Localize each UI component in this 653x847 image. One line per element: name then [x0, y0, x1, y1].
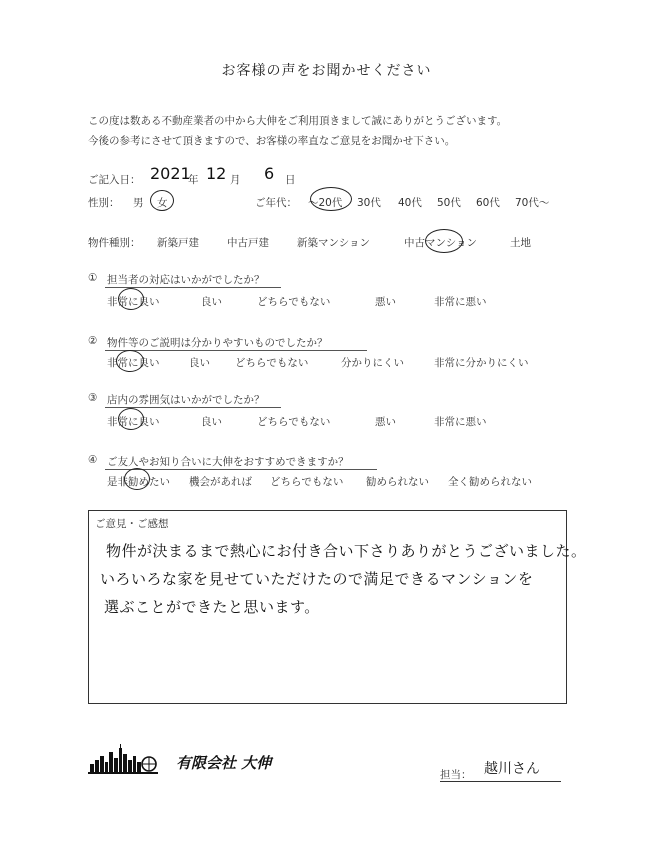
age-option-6[interactable]: 70代〜: [515, 197, 550, 209]
question-1-option-1[interactable]: 非常に良い: [107, 296, 160, 308]
question-4-selection-circle: [124, 468, 150, 490]
property-selection-circle: [425, 229, 463, 253]
comment-line-2: いろいろな家を見せていただけたので満足できるマンションを: [100, 570, 534, 588]
date-year-value: 2021: [150, 164, 191, 183]
age-option-5[interactable]: 60代: [476, 197, 500, 209]
question-2-option-1[interactable]: 非常に良い: [107, 357, 160, 369]
question-2-option-4[interactable]: 分かりにくい: [341, 357, 404, 369]
age-option-3[interactable]: 40代: [398, 197, 422, 209]
question-4-text: ご友人やお知り合いに大伸をおすすめできますか？: [107, 456, 349, 468]
question-3-number: ③: [88, 392, 98, 404]
question-4-underline: [105, 469, 377, 470]
question-2-number: ②: [88, 335, 98, 347]
comments-label: ご意見・ご感想: [95, 518, 169, 530]
question-2-selection-circle: [116, 350, 144, 372]
question-1-number: ①: [88, 272, 98, 284]
comment-line-1: 物件が決まるまで熱心にお付き合い下さりありがとうございました。: [106, 542, 587, 560]
question-4-option-2[interactable]: 機会があれば: [189, 476, 252, 488]
question-3-selection-circle: [118, 408, 144, 430]
question-3-option-5[interactable]: 非常に悪い: [434, 416, 487, 428]
date-month-unit: 月: [230, 174, 241, 186]
question-3-option-3[interactable]: どちらでもない: [257, 416, 331, 428]
property-option-3[interactable]: 新築マンション: [297, 237, 371, 249]
property-label: 物件種別：: [88, 237, 141, 249]
date-day-value: 6: [264, 164, 275, 183]
age-option-2[interactable]: 30代: [357, 197, 381, 209]
age-label: ご年代：: [255, 197, 297, 209]
staff-label: 担当：: [440, 769, 472, 781]
date-month-value: 12: [206, 164, 227, 183]
question-4-option-3[interactable]: どちらでもない: [270, 476, 344, 488]
comment-line-3: 選ぶことができたと思います。: [104, 598, 320, 616]
question-2-option-5[interactable]: 非常に分かりにくい: [434, 357, 529, 369]
staff-name: 越川さん: [484, 761, 540, 777]
question-3-option-1[interactable]: 非常に良い: [107, 416, 160, 428]
question-1-option-2[interactable]: 良い: [201, 296, 222, 308]
gender-selection-circle: [150, 190, 174, 211]
property-option-5[interactable]: 土地: [510, 237, 531, 249]
property-option-4[interactable]: 中古マンション: [404, 237, 478, 249]
gender-option-male[interactable]: 男: [133, 197, 144, 209]
page-title: お客様の声をお聞かせください: [221, 63, 432, 79]
date-day-unit: 日: [285, 174, 296, 186]
intro-line-2: 今後の参考にさせて頂きますので、お客様の率直なご意見をお聞かせ下さい。: [88, 135, 456, 147]
question-3-option-2[interactable]: 良い: [201, 416, 222, 428]
question-1-option-4[interactable]: 悪い: [375, 296, 396, 308]
question-1-option-5[interactable]: 非常に悪い: [434, 296, 487, 308]
company-name: 有限会社 大伸: [176, 754, 272, 772]
question-1-option-3[interactable]: どちらでもない: [257, 296, 331, 308]
staff-underline: [440, 781, 561, 782]
question-2-option-3[interactable]: どちらでもない: [235, 357, 309, 369]
date-label: ご記入日：: [88, 174, 141, 186]
age-option-1[interactable]: 〜20代: [308, 197, 343, 209]
question-3-text: 店内の雰囲気はいかがでしたか？: [107, 394, 265, 406]
question-2-text: 物件等のご説明は分かりやすいものでしたか？: [107, 337, 328, 349]
property-option-1[interactable]: 新築戸建: [157, 237, 199, 249]
question-4-option-5[interactable]: 全く勧められない: [448, 476, 532, 488]
intro-line-1: この度は数ある不動産業者の中から大伸をご利用頂きまして誠にありがとうございます。: [88, 115, 508, 127]
property-option-2[interactable]: 中古戸建: [227, 237, 269, 249]
question-2-underline: [105, 350, 367, 351]
question-4-option-1[interactable]: 是非勧めたい: [107, 476, 170, 488]
question-4-option-4[interactable]: 勧められない: [366, 476, 429, 488]
question-2-option-2[interactable]: 良い: [189, 357, 210, 369]
question-1-text: 担当者の対応はいかがでしたか？: [107, 274, 265, 286]
gender-label: 性別：: [88, 197, 120, 209]
gender-option-female[interactable]: 女: [157, 197, 168, 209]
question-1-selection-circle: [118, 288, 144, 310]
age-selection-circle: [310, 187, 352, 211]
date-year-unit: 年: [188, 174, 199, 186]
skyline-logo-icon: [88, 744, 158, 774]
question-4-number: ④: [88, 454, 98, 466]
question-3-option-4[interactable]: 悪い: [375, 416, 396, 428]
age-option-4[interactable]: 50代: [437, 197, 461, 209]
